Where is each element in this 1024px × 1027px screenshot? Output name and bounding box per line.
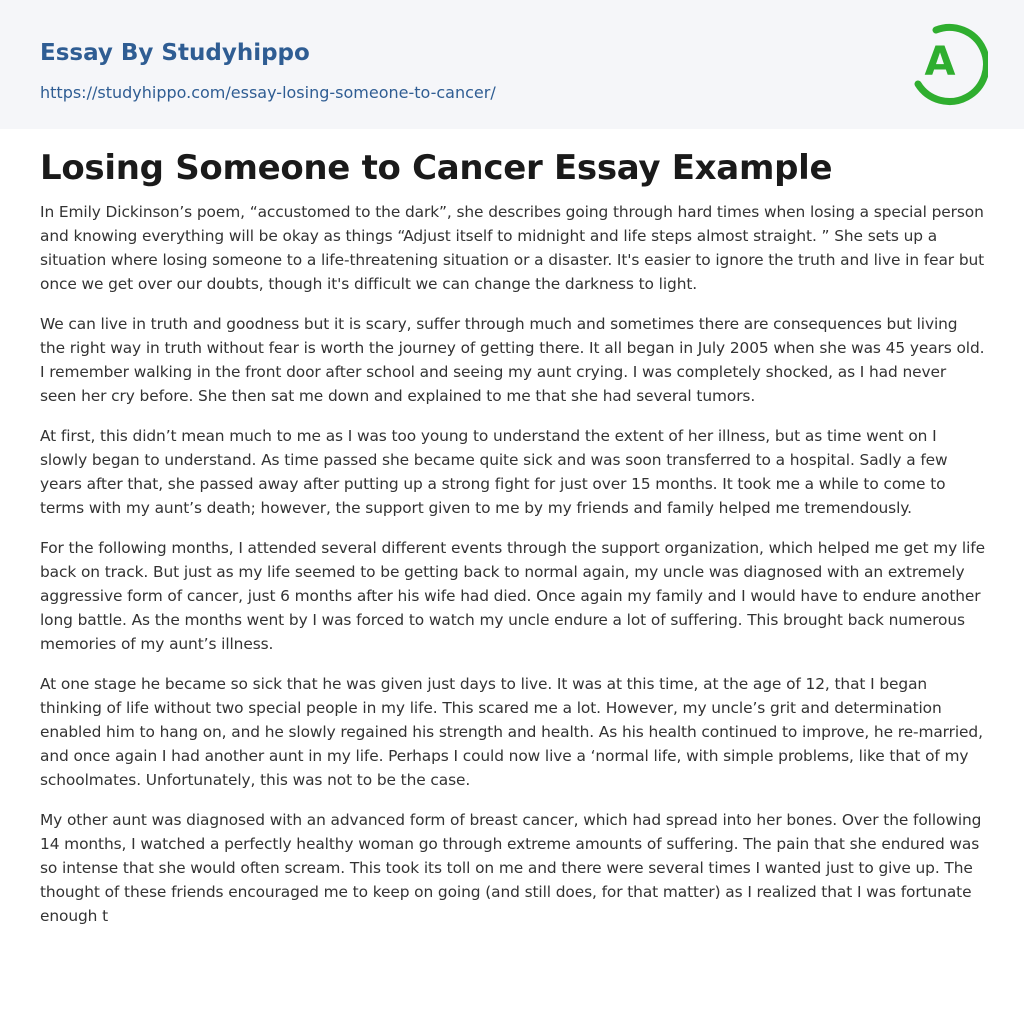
essay-paragraph-2: We can live in truth and goodness but it is scary, suffer through much and sometimes there are consequences but living the right way in truth without fear is worth the journey of getting there. It all began in July 2005 when she was 45 years old. I remember walking in the front door after school and seeing my aunt crying. I was completely shocked, as I had never seen her cry before. She then sat me down and explained to me that she had several tumors. — [40, 315, 985, 405]
studyhippo-logo-icon[interactable] — [906, 18, 988, 106]
essay-paragraph-1: In Emily Dickinson’s poem, “accustomed to the dark”, she describes going through hard times when losing a special person and knowing everything will be okay as things “Adjust itself to midnight and life steps almost straight. ” She sets up a situation where losing someone to a life-threatening situation or a disaster. It's easier to ignore the truth and live in fear but once we get over our doubts, though it's difficult we can change the darkness to light. — [40, 203, 985, 293]
essay-paragraph-3: At first, this didn’t mean much to me as I was too young to understand the extent of her illness, but as time went on I slowly began to understand. As time passed she became quite sick and was soon transferred to a hospital. Sadly a few years after that, she passed away after putting up a strong fight for just over 15 months. It took me a while to come to terms with my aunt’s death; however, the support given to me by my friends and family helped me tremendously. — [40, 427, 948, 517]
essay-title: Losing Someone to Cancer Essay Example — [40, 148, 833, 188]
essay-url-link[interactable]: https://studyhippo.com/essay-losing-someone-to-cancer/ — [40, 83, 496, 102]
logo-letter: A — [924, 39, 956, 85]
essay-content — [40, 146, 986, 944]
site-header — [0, 0, 1024, 129]
essay-paragraph-6: My other aunt was diagnosed with an advanced form of breast cancer, which had spread into her bones. Over the following 14 months, I watched a perfectly healthy woman go through extreme amounts of suffering. The pain that she endured was so intense that she would often scream. This took its toll on me and there were several times I wanted just to give up. The thought of these friends encouraged me to keep on going (and still does, for that matter) as I realized that I was fortunate enough t — [40, 811, 982, 925]
essay-paragraph-5: At one stage he became so sick that he was given just days to live. It was at this time, at the age of 12, that I began thinking of life without two special people in my life. This scared me a lot. However, my uncle’s grit and determination enabled him to hang on, and he slowly regained his strength and health. As his health continued to improve, he re-married, and once again I had another aunt in my life. Perhaps I could now live a ‘normal life, with simple problems, like that of my schoolmates. Unfortunately, this was not to be the case. — [40, 675, 983, 789]
essay-paragraph-4: For the following months, I attended several different events through the support organization, which helped me get my life back on track. But just as my life seemed to be getting back to normal again, my uncle was diagnosed with an extremely aggressive form of cancer, just 6 months after his wife had died. Once again my family and I would have to endure another long battle. As the months went by I was forced to watch my uncle endure a lot of suffering. This brought back numerous memories of my aunt’s illness. — [40, 539, 985, 653]
site-name[interactable]: Essay By Studyhippo — [40, 40, 310, 66]
